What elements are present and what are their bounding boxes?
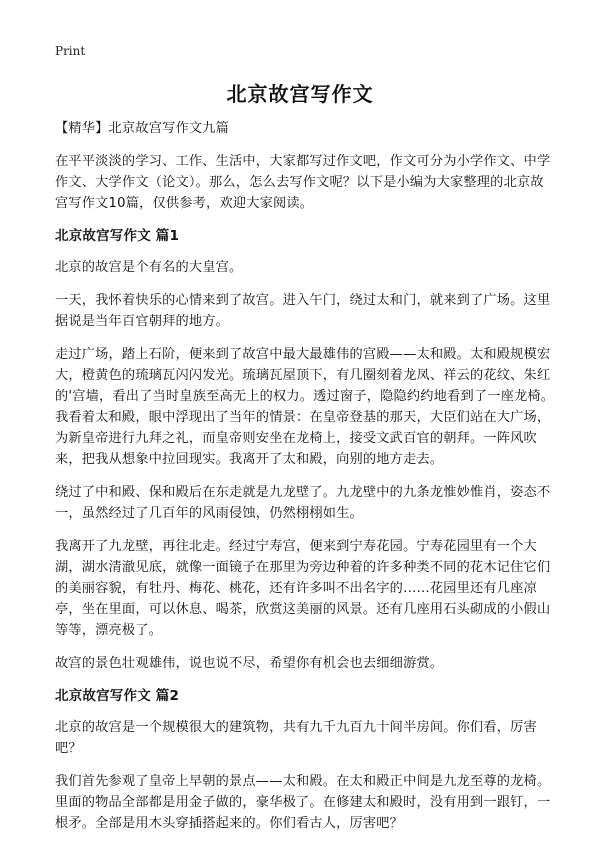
intro-paragraph: 在平平淡淡的学习、工作、生活中，大家都写过作文吧，作文可分为小学作文、中学作文、大学作文（论文）。那么，怎么去写作文呢？以下是小编为大家整理的北京故宫写作文10篇，仅供参考，欢迎大家阅读。 bbox=[55, 154, 551, 211]
paragraph: 我离开了九龙壁，再往北走。经过宁寿宫，便来到宁寿花园。宁寿花园里有一个大湖，湖水清澈见底，就像一面镜子在那里为旁边种着的许多种类不同的花木记住它们的美丽容貌，有牡丹、梅花、桃花，还有许多叫不出名字的……花园里还有几座凉亭，坐在里面，可以休息、喝茶，欣赏这美丽的风景。还有几座用石头砌成的小假山等等，漂亮极了。 bbox=[55, 539, 551, 638]
paragraph: 北京的故宫是一个规模很大的建筑物，共有九千九百九十间半房间。你们看，厉害吧？ bbox=[55, 720, 537, 756]
paragraph: 故宫的景色壮观雄伟，说也说不尽，希望你有机会也去细细游赏。 bbox=[55, 656, 444, 671]
paragraph: 走过广场，踏上石阶，便来到了故宫中最大最雄伟的宫殿——太和殿。太和殿规模宏大，橙黄色的琉璃瓦闪闪发光。琉璃瓦屋顶下，有几圈刻着龙凤、祥云的花纹、朱红的'宫墙，看出了当时皇族至高无上的权力。透过窗子，隐隐约约地看到了一座龙椅。我看着太和殿，眼中浮现出了当年的情景：在皇帝登基的那天，大臣们站在大广场，为新皇帝进行九拜之礼，而皇帝则安坐在龙椅上，接受文武百官的朝拜。一阵风吹来，把我从想象中拉回现实。我离开了太和殿，向别的地方走去。 bbox=[55, 347, 555, 467]
paragraph: 一天，我怀着快乐的心情来到了故宫。进入午门，绕过太和门，就来到了广场。这里据说是当年百官朝拜的地方。 bbox=[55, 293, 551, 329]
paragraph: 绕过了中和殿、保和殿后在东走就是九龙壁了。九龙壁中的九条龙惟妙惟肖，姿态不一，虽然经过了几百年的风雨侵蚀，仍然栩栩如生。 bbox=[55, 485, 551, 521]
document-body bbox=[55, 118, 555, 846]
paragraph: 北京的故宫是个有名的大皇宫。 bbox=[55, 260, 243, 275]
section-heading: 北京故宫写作文 篇1 bbox=[55, 228, 180, 244]
document-subhead: 【精华】北京故宫写作文九篇 bbox=[55, 121, 230, 136]
paragraph: 我们首先参观了皇帝上早朝的景点——太和殿。在太和殿正中间是九龙至尊的龙椅。里面的物品全部都是用金子做的，豪华极了。在修建太和殿时，没有用到一跟钉，一根矛。全部是用木头穿插搭起来的。你们看古人，厉害吧？ bbox=[55, 774, 551, 831]
section-heading: 北京故宫写作文 篇2 bbox=[55, 688, 180, 704]
page-title: 北京故宫写作文 bbox=[226, 82, 374, 106]
print-label[interactable]: Print bbox=[55, 44, 86, 58]
